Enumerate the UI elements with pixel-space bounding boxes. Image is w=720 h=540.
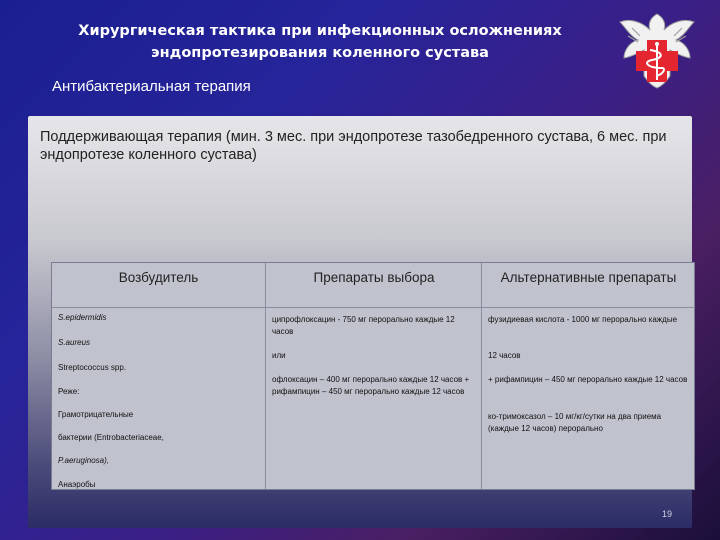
drugs-column: [265, 263, 482, 489]
section-subtitle: Антибактериальная терапия: [52, 78, 251, 95]
alternatives-column: [481, 263, 695, 489]
alternative-item: + рифампицин – 450 мг перорально каждые 12 часов: [488, 375, 688, 384]
table-header: Препараты выбора: [266, 263, 482, 308]
drug-item: или: [272, 351, 286, 360]
pathogen-item: Streptococcus spp.: [58, 363, 127, 372]
page-number: 19: [662, 509, 673, 519]
therapy-table: [51, 262, 695, 490]
drug-item: офлоксацин – 400 мг перорально каждые 12 часов + рифампицин – 450 мг перорально каждые 12 часов: [272, 375, 470, 396]
pathogen-item: Анаэробы: [58, 480, 96, 489]
table-header: Возбудитель: [52, 263, 265, 308]
alternative-item: ко-тримоксазол – 10 мг/кг/сутки на два приема (каждые 12 часов) перорально: [488, 412, 662, 433]
alternative-item: 12 часов: [488, 351, 521, 360]
drug-item: ципрофлоксацин - 750 мг перорально каждые 12 часов: [272, 315, 455, 336]
slide-title: Хирургическая тактика при инфекционных осложнениях эндопротезирования коленного сустава: [78, 23, 562, 61]
pathogen-item: S.epidermidis: [58, 313, 107, 322]
pathogen-item: S.aureus: [58, 338, 91, 347]
table-header: Альтернативные препараты: [482, 263, 695, 308]
pathogen-column: [52, 263, 265, 489]
pathogen-item: Грамотрицательные: [58, 410, 134, 419]
pathogen-item: бактерии (Entrobacteriaceae,: [58, 433, 164, 442]
intro-text: Поддерживающая терапия (мин. 3 мес. при эндопротезе тазобедренного сустава, 6 мес. при эндопротезе коленного сустава): [40, 129, 667, 163]
alternative-item: фузидиевая кислота - 1000 мг перорально каждые: [488, 315, 678, 324]
medical-emblem-icon: [612, 6, 702, 96]
pathogen-item: P.aeruginosa),: [58, 456, 109, 465]
pathogen-item: Реже:: [58, 387, 80, 396]
